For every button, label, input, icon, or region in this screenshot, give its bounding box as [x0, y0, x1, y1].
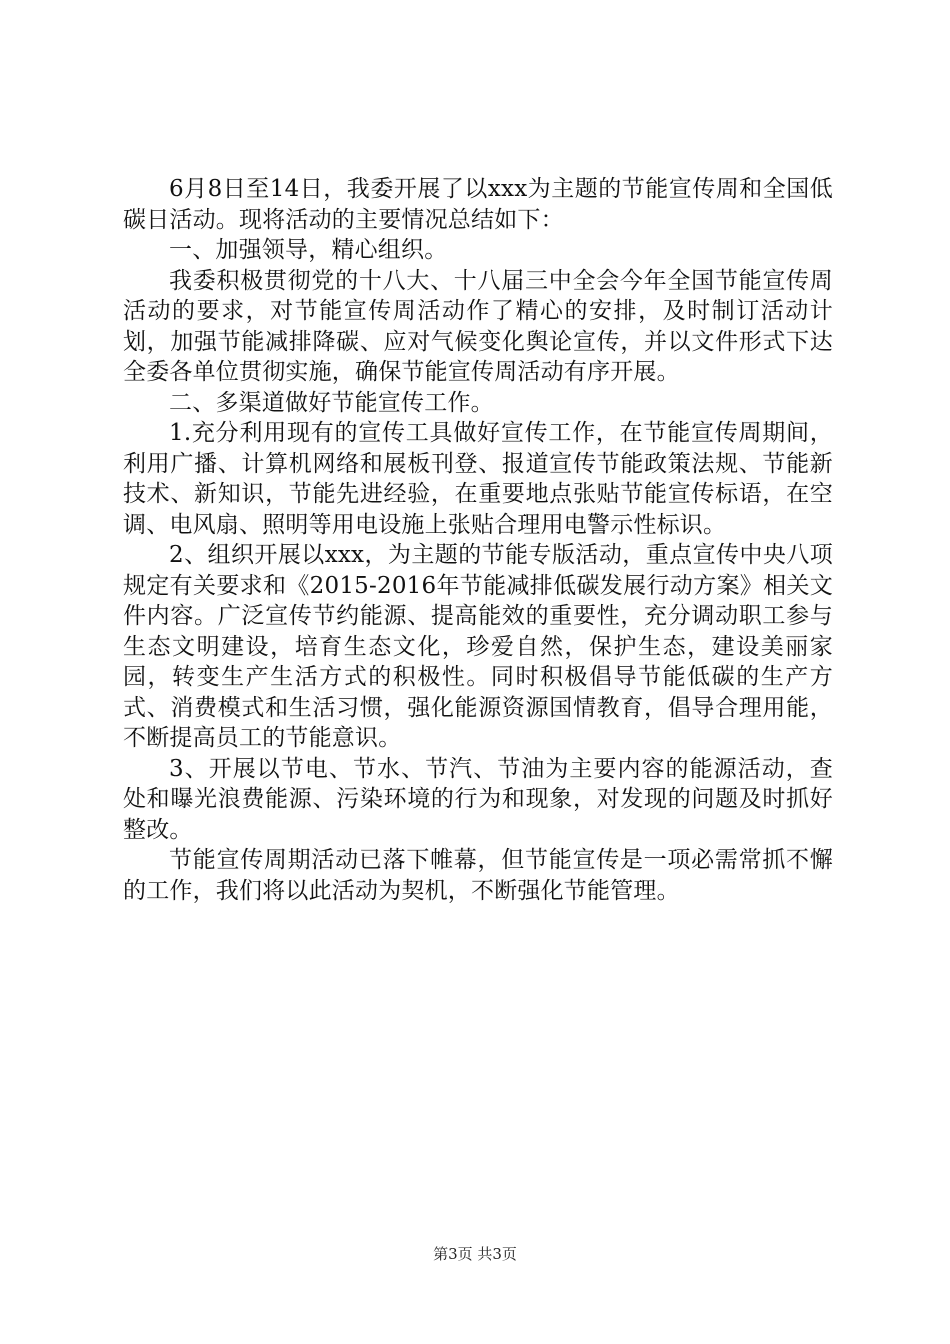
section-heading-1: 一、加强领导，精心组织。	[169, 237, 448, 263]
paragraph-item-3: 3、开展以节电、节水、节汽、节油为主要内容的能源活动，查处和曝光浪费能源、污染环境的行为和现象，对发现的问题及时抓好整改。	[123, 755, 833, 843]
document-body	[123, 174, 833, 906]
paragraph-item-1: 1.充分利用现有的宣传工具做好宣传工作，在节能宣传周期间，利用广播、计算机网络和展板刊登、报道宣传节能政策法规、节能新技术、新知识，节能先进经验，在重要地点张贴节能宣传标语，在空调、电风扇、照明等用电设施上张贴合理用电警示性标识。	[123, 420, 833, 538]
page-footer	[0, 1244, 950, 1264]
paragraph-section-1: 我委积极贯彻党的十八大、十八届三中全会今年全国节能宣传周活动的要求，对节能宣传周活动作了精心的安排，及时制订活动计划，加强节能减排降碳、应对气候变化舆论宣传，并以文件形式下达全委各单位贯彻实施，确保节能宣传周活动有序开展。	[123, 267, 833, 385]
paragraph-conclusion: 节能宣传周期活动已落下帷幕，但节能宣传是一项必需常抓不懈的工作，我们将以此活动为契机，不断强化节能管理。	[123, 847, 833, 904]
page-number: 第3页 共3页	[433, 1245, 517, 1263]
paragraph-intro: 6月8日至14日，我委开展了以xxx为主题的节能宣传周和全国低碳日活动。现将活动的主要情况总结如下：	[123, 176, 833, 233]
section-heading-2: 二、多渠道做好节能宣传工作。	[169, 389, 494, 416]
paragraph-item-2: 2、组织开展以xxx，为主题的节能专版活动，重点宣传中央八项规定有关要求和《2015-2016年节能减排低碳发展行动方案》相关文件内容。广泛宣传节约能源、提高能效的重要性，充分调动职工参与生态文明建设，培育生态文化，珍爱自然，保护生态，建设美丽家园，转变生产生活方式的积极性。同时积极倡导节能低碳的生产方式、消费模式和生活习惯，强化能源资源国情教育，倡导合理用能，不断提高员工的节能意识。	[123, 542, 833, 751]
